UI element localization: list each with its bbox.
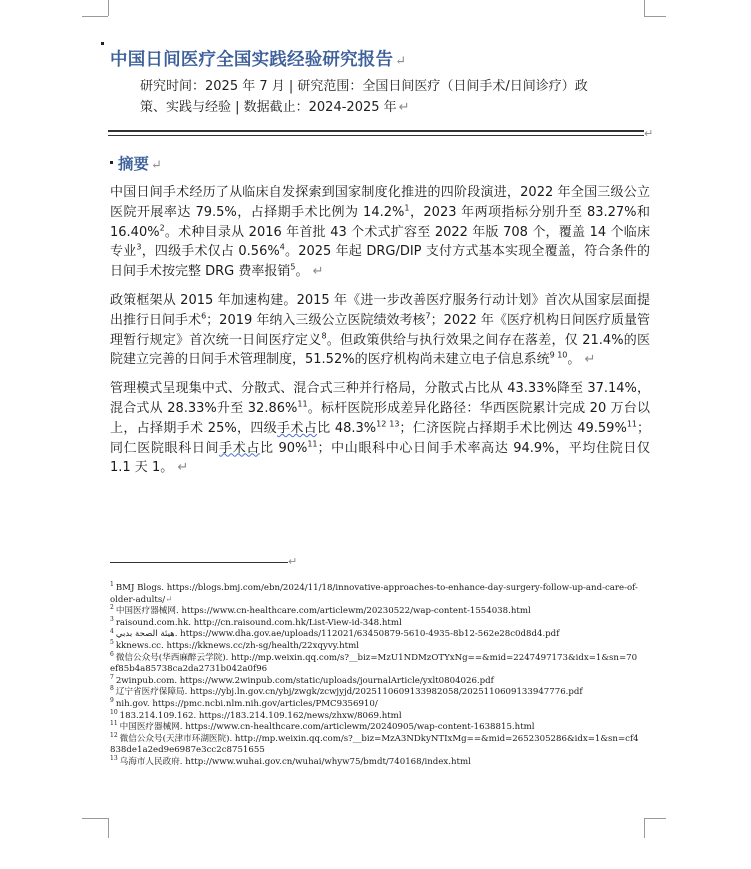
title-rule-thin — [108, 135, 644, 136]
footnote-number: 11 — [110, 720, 118, 728]
paragraph-text: ，2023 年两项指标分别升至 83.27%和 16.40% — [110, 204, 650, 240]
abstract-paragraph — [110, 379, 650, 478]
spellcheck-text: 手术占 — [277, 420, 318, 436]
title-bullet — [101, 42, 104, 45]
footnote-ref: 11 — [297, 399, 308, 409]
paragraph-mark: ↵ — [580, 352, 596, 368]
footnote-text: 中国医疗器械网. https://www.cn-healthcare.com/articlewm/20240905/wap-content-1638815.html — [119, 722, 535, 733]
paragraph-text: 。 — [295, 264, 309, 280]
footnote-ref: 2 — [159, 223, 165, 233]
paragraph-mark: ↵ — [173, 460, 189, 476]
footnote-number: 3 — [110, 615, 114, 623]
footnote-ref: 4 — [279, 243, 285, 253]
footnote-text: هيئة الصحة بدبي. https://www.dha.gov.ae/uploads/112021/63450879-5610-4935-8b12-562e28c0d8d4.pdf — [115, 629, 560, 640]
footnote-number: 1 — [110, 581, 114, 589]
crop-mark-bl-h — [82, 818, 108, 819]
footnote-number: 12 — [110, 731, 118, 739]
footnote-text: raisound.com.hk. http://cn.raisound.com.hk/List-View-id-348.html — [115, 617, 402, 628]
paragraph-text: ；仁济医院占择期手术比例达 49.59% — [399, 420, 627, 436]
footnote-ref: 8 — [321, 331, 327, 341]
crop-mark-br-v — [644, 818, 645, 838]
paragraph-text: 。2025 年起 DRG/DIP 支付方式基本实现全覆盖，符合条件的日间手术按完整 DRG 费率报销 — [110, 244, 650, 280]
crop-mark-tl-v — [108, 0, 109, 16]
paragraph-text: 。标杆医院形成差异化路径：华西医院累计完成 20 万台以上，占择期手术 25%，四级 — [110, 400, 650, 436]
footnote-item — [110, 722, 642, 734]
abstract-heading: 摘要 ↵ — [118, 154, 162, 173]
crop-mark-bl-v — [108, 818, 109, 838]
paragraph-text: ；中山眼科中心日间手术率高达 94.9%，平均住院日仅 1.1 天 1。 — [110, 440, 650, 476]
research-meta: 研究时间：2025 年 7 月 | 研究范围：全国日间医疗（日间手术/日间诊疗）政策、实践与经验 | 数据截止：2024-2025 年 ↵ — [140, 79, 588, 115]
paragraph-text: 比 90% — [260, 440, 308, 456]
footnote-text: BMJ Blogs. https://blogs.bmj.com/ebn/2024/11/18/innovative-approaches-to-enhance-day-surgery-follow-up-and-care-of-older-adults/ — [110, 583, 638, 605]
footnote-item — [110, 583, 642, 606]
crop-mark-br-h — [644, 818, 666, 819]
footnote-text: 2winpub.com. https://www.2winpub.com/static/uploads/journalArticle/yxlt0804026.pdf — [115, 675, 494, 686]
footnote-ref: 11 — [307, 439, 318, 449]
paragraph-text: 中国日间手术经历了从临床自发探索到国家制度化推进的四阶段演进，2022 年全国三级公立医院开展率达 79.5%，占择期手术比例为 14.2% — [110, 185, 650, 220]
footnote-ref: 5 — [290, 262, 296, 272]
footnote-item — [110, 650, 642, 676]
abstract-body — [110, 183, 650, 487]
footnote-ref: 3 — [136, 243, 142, 253]
footnote-ref: 11 — [626, 419, 637, 429]
footnote-text: 183.214.109.162. https://183.214.109.162/news/zhxw/8069.html — [119, 710, 402, 721]
footnote-ref: 7 — [425, 311, 431, 321]
document-title: 中国日间医疗全国实践经验研究报告 ↵ — [110, 50, 407, 70]
paragraph-mark: ↵ — [288, 555, 298, 568]
footnote-text: kknews.cc. https://kknews.cc/zh-sg/health/22xqyvy.html — [115, 640, 360, 651]
footnote-number: 4 — [110, 627, 114, 635]
paragraph-text: ；同仁医院眼科日间 — [110, 420, 651, 456]
footnote-item — [110, 699, 642, 711]
footnote-item — [110, 708, 642, 723]
paragraph-text: ；2022 年《医疗机构日间医疗质量管理暂行规定》首次统一日间医疗定义 — [110, 312, 650, 348]
footnote-item — [110, 673, 642, 688]
footnote-text: nih.gov. https://pmc.ncbi.nlm.nih.gov/articles/PMC9356910/ — [115, 698, 378, 709]
footnote-item — [110, 641, 642, 653]
footnote-ref: 1 — [404, 203, 410, 213]
footnote-item — [110, 629, 642, 641]
paragraph-text: 管理模式呈现集中式、分散式、混合式三种并行格局，分散式占比从 43.33%降至 37.14%，混合式从 28.33%升至 32.86% — [110, 381, 650, 416]
paragraph-mark: ↵ — [308, 264, 324, 280]
footnote-text: 中国医疗器械网. https://www.cn-healthcare.com/articlewm/20230522/wap-content-1554038.html — [115, 606, 531, 617]
title-rule-thick — [108, 130, 644, 132]
paragraph-mark: ↵ — [165, 594, 173, 605]
paragraph-text: ；2019 年纳入三级公立医院绩效考核 — [206, 312, 426, 328]
footnote-item — [110, 757, 642, 769]
paragraph-mark: ↵ — [644, 127, 654, 140]
footnote-item — [110, 615, 642, 630]
footnote-number: 7 — [110, 673, 114, 681]
footnote-item — [110, 606, 642, 618]
abstract-paragraph — [110, 183, 650, 282]
footnote-ref: 9 10 — [549, 351, 568, 361]
footnote-ref: 6 — [201, 311, 207, 321]
footnote-item — [110, 731, 642, 757]
crop-mark-tr-v — [644, 0, 645, 16]
footnote-ref: 12 13 — [376, 419, 400, 429]
footnote-text: 微信公众号(天津市环湖医院). http://mp.weixin.qq.com/s?__biz=MzA3NDkyNTIxMg==&mid=2652305286&idx=1&sn=cf4838de1a2ed9e6987e3cc2c8751655 — [110, 733, 639, 756]
footnote-number: 8 — [110, 685, 114, 693]
paragraph-text: ，四级手术仅占 0.56% — [141, 244, 280, 260]
footnote-text: 辽宁省医疗保障局. https://ybj.ln.gov.cn/ybj/zwgk/zcwjyjd/2025110609133982058/2025110609133947776.pdf — [115, 687, 583, 698]
crop-mark-tr-h — [644, 16, 666, 17]
footnotes — [110, 583, 642, 769]
footnote-number: 13 — [110, 755, 118, 763]
paragraph-text: 政策框架从 2015 年加速构建。2015 年《进一步改善医疗服务行动计划》首次从国家层面提出推行日间手术 — [110, 292, 650, 328]
paragraph-text: 。 — [567, 352, 581, 368]
footnote-text: 乌海市人民政府. http://www.wuhai.gov.cn/wuhai/whyw75/bmdt/740168/index.html — [119, 756, 471, 767]
footnote-item — [110, 687, 642, 699]
spellcheck-text: 手术占 — [219, 440, 261, 456]
footnote-separator — [110, 562, 288, 563]
footnote-number: 6 — [110, 650, 114, 658]
footnote-number: 5 — [110, 639, 114, 647]
paragraph-text: 。术种目录从 2016 年首批 43 个术式扩容至 2022 年版 708 个，覆盖 14 个临床专业 — [110, 224, 650, 260]
section-bullet — [110, 161, 113, 164]
crop-mark-tl-h — [82, 16, 108, 17]
paragraph-text: 比 48.3% — [317, 420, 377, 436]
footnote-number: 2 — [110, 604, 114, 612]
abstract-paragraph — [110, 291, 650, 370]
footnote-number: 10 — [110, 708, 118, 716]
footnote-text: 微信公众号(华西麻醉云学院). http://mp.weixin.qq.com/s?__biz=MzU1NDMzOTYxNg==&mid=2247497173&idx=1&sn=70ef85b4a85738ca2da2731b042a0f96 — [110, 652, 638, 675]
footnote-number: 9 — [110, 697, 114, 705]
paragraph-text: 。但政策供给与执行效果之间存在落差，仅 21.4%的医院建立完善的日间手术管理制度，51.52%的医疗机构尚未建立电子信息系统 — [110, 332, 650, 368]
